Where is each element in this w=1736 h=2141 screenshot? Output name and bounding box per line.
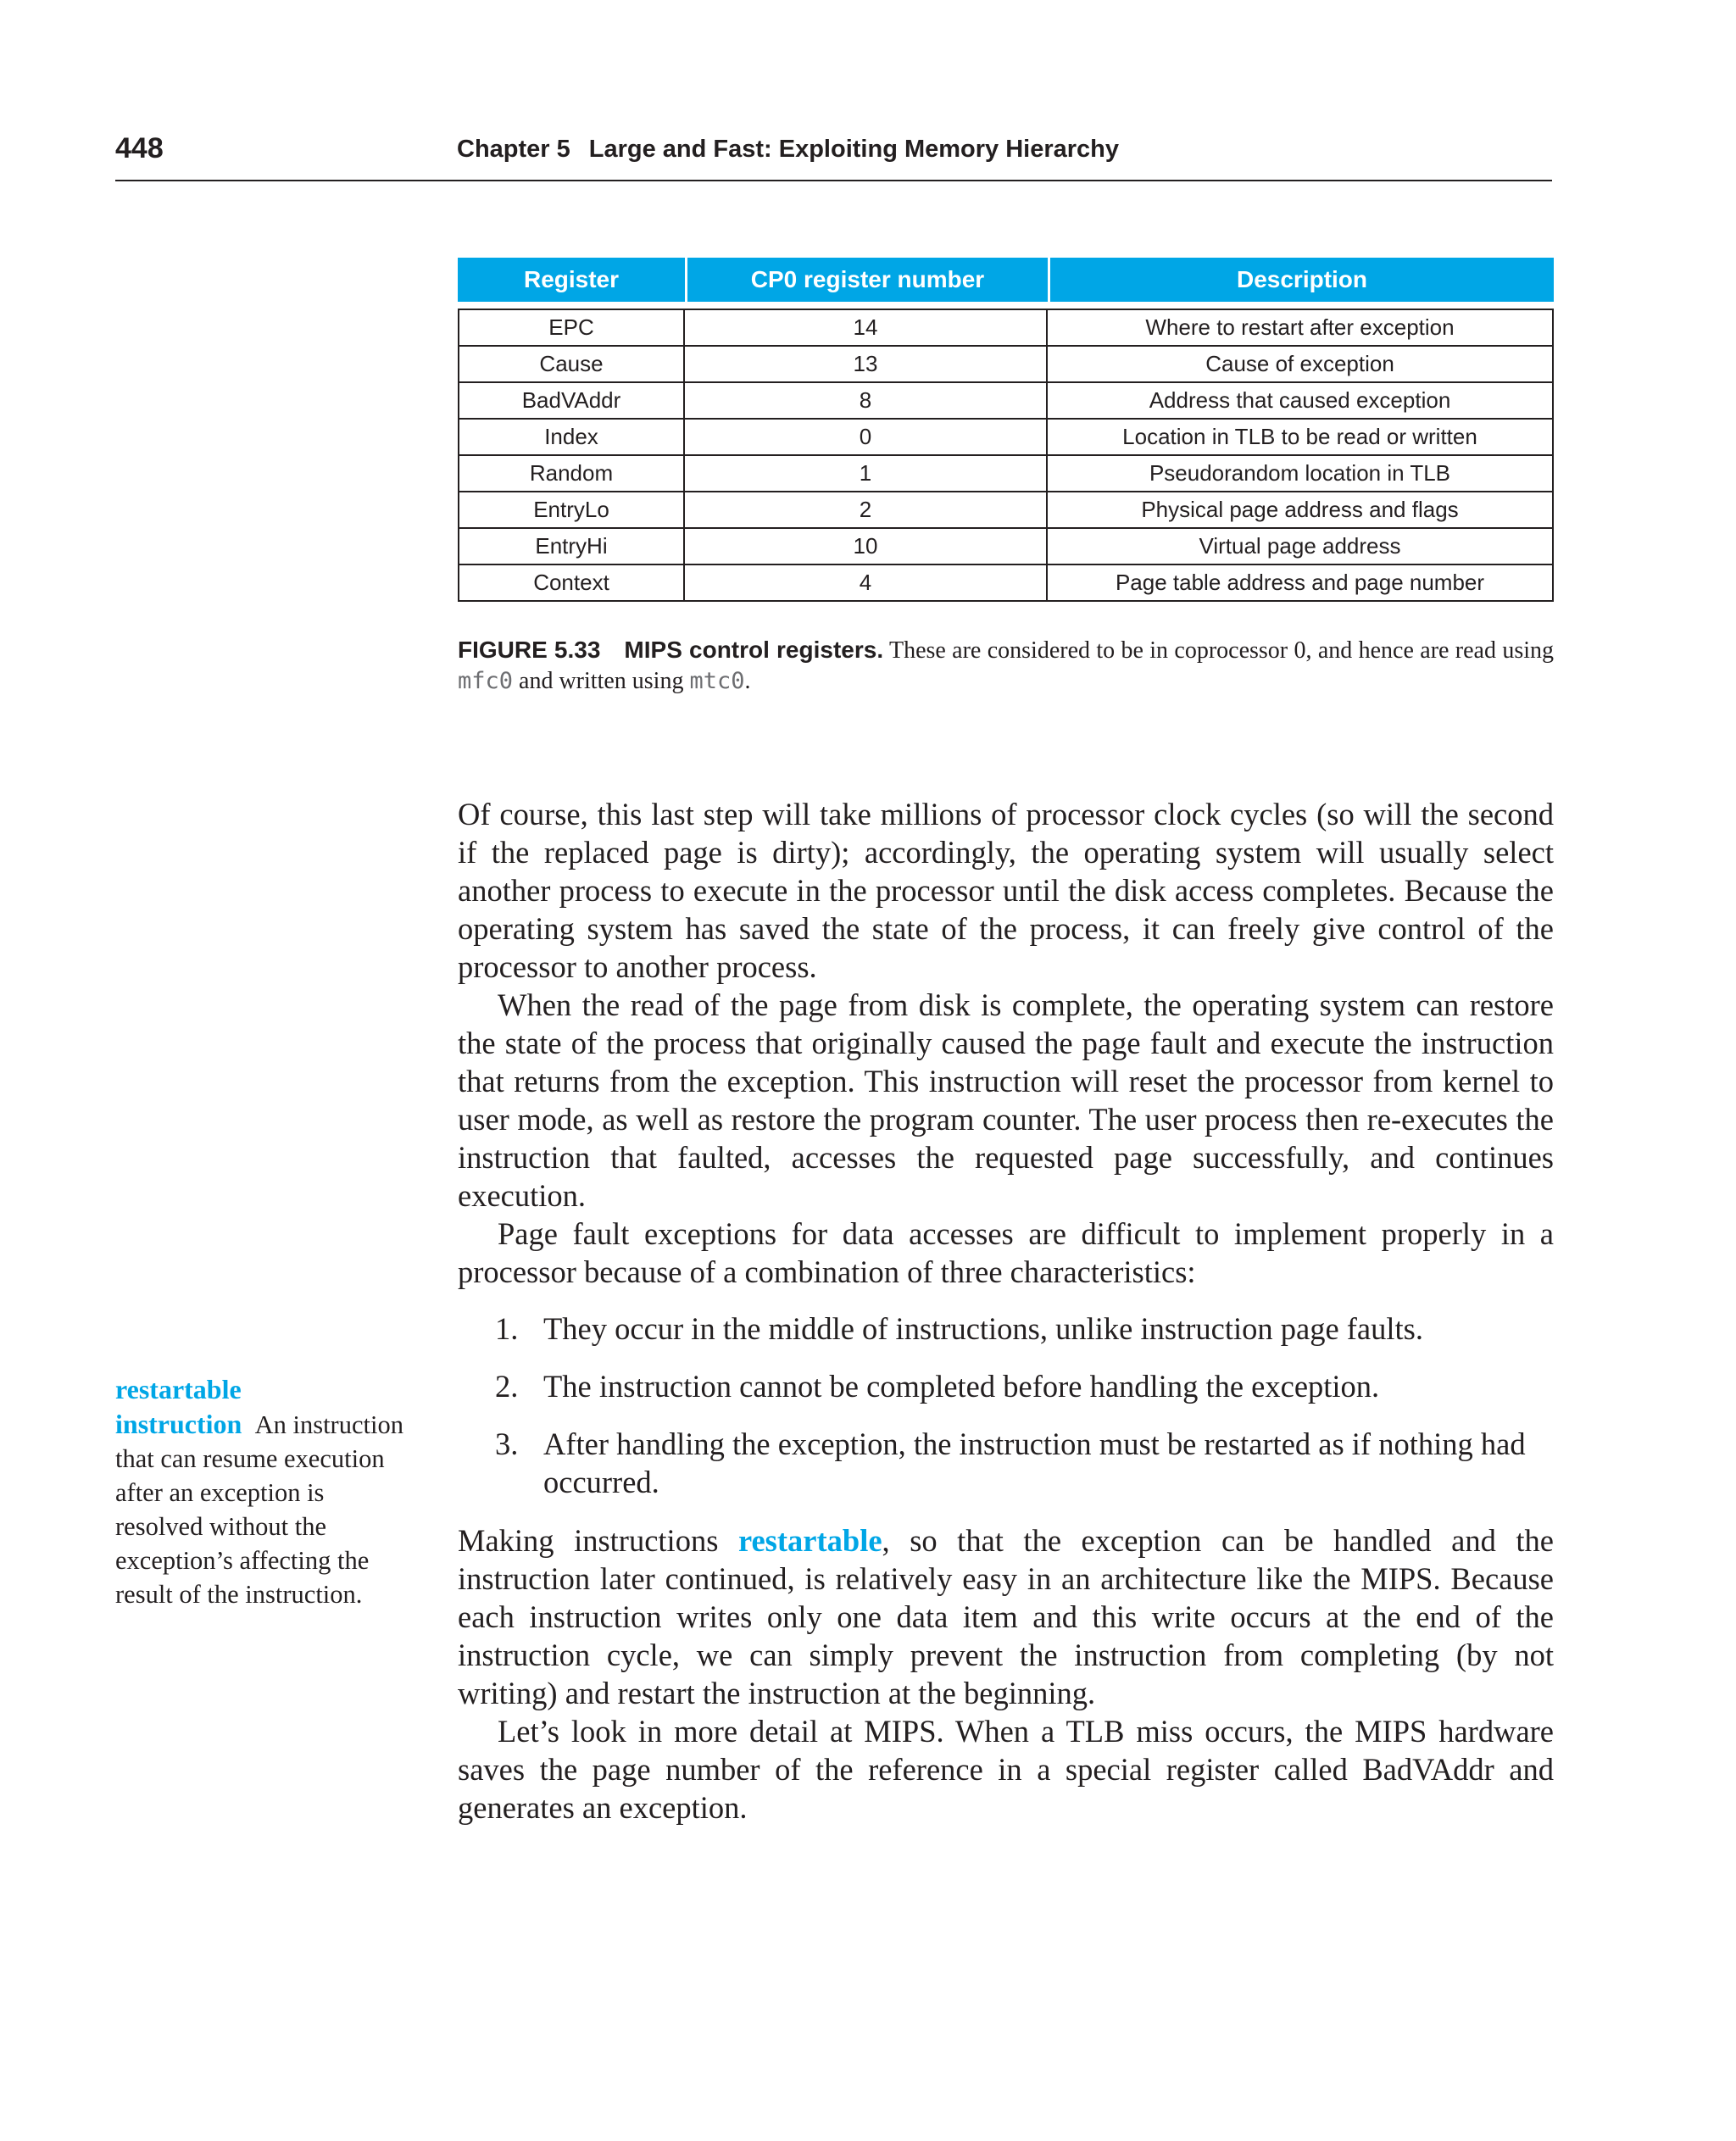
list-text: After handling the exception, the instruction must be restarted as if nothing had occurred. — [543, 1426, 1526, 1499]
table-row — [458, 565, 1554, 602]
list-text: The instruction cannot be completed before handling the exception. — [543, 1369, 1380, 1404]
chapter-label: Chapter 5 — [457, 136, 570, 163]
body-text-top — [458, 795, 1554, 1291]
code-mtc0: mtc0 — [689, 668, 745, 694]
register-cell: EntryLo — [458, 492, 685, 529]
description-cell: Cause of exception — [1048, 347, 1554, 383]
register-cell: Index — [458, 420, 685, 456]
register-number-cell: 10 — [685, 529, 1048, 565]
paragraph-text: , so that the exception can be handled and the instruction later continued, is relatively easy in an architecture like the MIPS. Because each instruction writes only one data item and this write occurs at the end of the instruction cycle, we can simply prevent the instruction from completing (by not writing) and restart the instruction at the beginning. — [458, 1523, 1554, 1710]
list-number: 2. — [495, 1369, 519, 1404]
registers-table — [458, 258, 1554, 602]
highlighted-term: restartable — [737, 1523, 882, 1558]
chapter-title: Large and Fast: Exploiting Memory Hierarchy — [588, 136, 1120, 163]
description-cell: Where to restart after exception — [1048, 309, 1554, 347]
caption-text: These are considered to be in coprocessor 0, and hence are read using — [888, 637, 1555, 664]
register-number-cell: 13 — [685, 347, 1048, 383]
paragraph: When the read of the page from disk is complete, the operating system can restore the state of the process that originally caused the page fault and execute the instruction that returns from the exception. This instruction will reset the processor from kernel to user mode, as well as restore the program counter. The user process then re-executes the instruction that faulted, accesses the requested page successfully, and continues execution. — [458, 987, 1554, 1213]
description-cell: Pseudorandom location in TLB — [1048, 456, 1554, 492]
description-cell: Virtual page address — [1048, 529, 1554, 565]
list-number: 1. — [495, 1311, 519, 1346]
register-number-cell: 4 — [685, 565, 1048, 602]
register-cell: BadVAddr — [458, 383, 685, 420]
register-cell: Cause — [458, 347, 685, 383]
column-header-cp0-number: CP0 register number — [685, 258, 1048, 302]
glossary-term: restartable instruction — [115, 1374, 242, 1439]
register-cell: EPC — [458, 309, 685, 347]
paragraph: Let’s look in more detail at MIPS. When a TLB miss occurs, the MIPS hardware saves the page number of the reference in a special register called BadVAddr and generates an exception. — [458, 1714, 1554, 1825]
glossary-definition: An instruction that can resume execution after an exception is resolved without the exception’s affecting the result of the instruction. — [115, 1410, 403, 1609]
list-number: 3. — [495, 1426, 519, 1461]
register-cell: EntryHi — [458, 529, 685, 565]
code-mfc0: mfc0 — [458, 668, 514, 694]
table-row — [458, 492, 1554, 529]
body-text-bottom — [458, 1521, 1554, 1827]
register-number-cell: 2 — [685, 492, 1048, 529]
table-row — [458, 309, 1554, 347]
figure-title: MIPS control registers. — [624, 637, 884, 663]
caption-text: and written using — [513, 668, 690, 694]
figure-caption — [458, 635, 1554, 697]
column-header-register: Register — [458, 258, 685, 302]
table-header-row — [458, 258, 1554, 302]
table-row — [458, 529, 1554, 565]
register-number-cell: 14 — [685, 309, 1048, 347]
register-cell: Random — [458, 456, 685, 492]
description-cell: Page table address and page number — [1048, 565, 1554, 602]
register-number-cell: 1 — [685, 456, 1048, 492]
column-header-description: Description — [1048, 258, 1554, 302]
table-row — [458, 456, 1554, 492]
table-row — [458, 347, 1554, 383]
register-cell: Context — [458, 565, 685, 602]
figure-label: FIGURE 5.33 — [458, 637, 601, 663]
description-cell: Location in TLB to be read or written — [1048, 420, 1554, 456]
paragraph — [458, 1521, 1554, 1712]
page-header — [115, 129, 1552, 181]
register-number-cell: 0 — [685, 420, 1048, 456]
paragraph: Of course, this last step will take millions of processor clock cycles (so will the second if the replaced page is dirty); accordingly, the operating system will usually select another process to execute in the processor until the disk access completes. Because the operating system has saved the state of the process, it can freely give control of the processor to another process. — [458, 797, 1554, 984]
running-head — [457, 136, 1119, 164]
page-number: 448 — [115, 132, 164, 164]
table-row — [458, 383, 1554, 420]
paragraph-text: Making instructions — [458, 1523, 738, 1558]
description-cell: Physical page address and flags — [1048, 492, 1554, 529]
caption-text: . — [744, 668, 751, 694]
paragraph: Page fault exceptions for data accesses are difficult to implement properly in a processor because of a combination of three characteristics: — [458, 1216, 1554, 1289]
register-number-cell: 8 — [685, 383, 1048, 420]
table-row — [458, 420, 1554, 456]
margin-glossary-note — [115, 1372, 408, 1611]
list-text: They occur in the middle of instructions, unlike instruction page faults. — [543, 1311, 1423, 1346]
description-cell: Address that caused exception — [1048, 383, 1554, 420]
